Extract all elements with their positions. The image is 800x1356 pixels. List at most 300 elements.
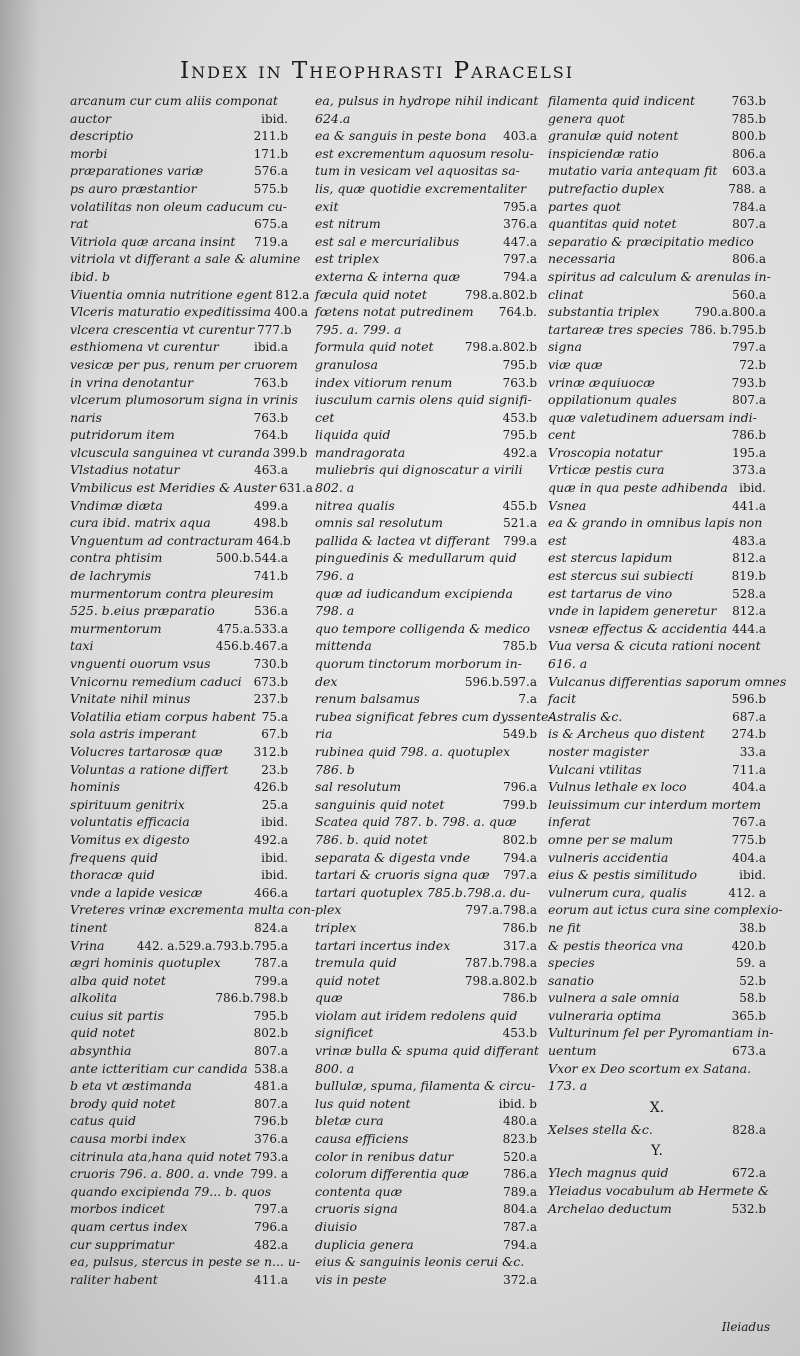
index-entry-reference: 819.b: [731, 569, 766, 584]
index-entry-reference: 631.a: [279, 481, 313, 496]
index-entry-term: Vreteres vrinæ excrementa multa con-: [70, 902, 316, 918]
index-entry-reference: 764.b: [253, 428, 288, 443]
index-entry-term: putridorum item: [70, 427, 175, 443]
index-entry-reference: 807.a: [254, 1096, 288, 1111]
index-entry: [70, 1183, 288, 1201]
index-entry: [548, 233, 766, 251]
index-entry: [315, 303, 537, 321]
index-entry: [315, 954, 537, 972]
index-entry-reference: 456.b.467.a: [215, 639, 288, 654]
index-entry-reference: 404.a: [732, 780, 766, 795]
index-entry-reference: 777.b: [257, 322, 292, 337]
index-entry-term: facit: [548, 691, 577, 707]
index-entry-term: Xelses stella &c.: [548, 1121, 653, 1137]
index-entry-term: ps auro præstantior: [70, 180, 197, 196]
index-entry-reference: 787.a: [254, 956, 288, 971]
index-entry-term: granulæ quid notent: [548, 128, 679, 144]
index-entry: [548, 884, 766, 902]
index-entry-term: vnguenti ouorum vsus: [70, 656, 211, 671]
index-entry-term: partes quot: [548, 198, 621, 214]
index-entry: [315, 127, 537, 145]
index-entry-term: tremula quid: [315, 955, 397, 971]
index-entry-reference: 372.a: [503, 1272, 537, 1287]
index-entry: [315, 778, 537, 796]
index-entry-term: rubea significat febres cum dyssente-: [315, 708, 553, 724]
index-entry-reference: 794.a: [503, 1237, 537, 1252]
index-entry: [315, 725, 537, 743]
index-entry-reference: 675.a: [254, 217, 288, 232]
index-entry: [548, 1077, 766, 1095]
index-entry-term: plex: [315, 902, 342, 918]
index-entry-reference: 730.b: [253, 657, 288, 671]
index-entry-reference: 426.b: [253, 780, 288, 795]
index-entry-reference: 802.b: [253, 1026, 288, 1041]
index-entry-reference: 536.a: [254, 604, 288, 619]
index-entry: [70, 356, 298, 374]
index-entry-reference: 442. a.529.a.793.b.795.a: [136, 938, 288, 953]
page-binding-shadow: [0, 0, 40, 1356]
index-entry-reference: 797.a: [254, 1202, 288, 1217]
index-entry-reference: 812.a: [275, 287, 310, 302]
index-entry: [315, 1253, 537, 1271]
index-entry-term: tum in vesicam vel aquositas sa-: [315, 163, 520, 179]
index-entry-reference: 764.b.: [498, 305, 537, 320]
index-entry: [548, 391, 766, 409]
index-entry: [70, 567, 288, 585]
index-entry: [70, 127, 288, 145]
index-entry-term: causa morbi index: [70, 1131, 187, 1147]
index-entry-term: & pestis theorica vna: [548, 937, 684, 953]
index-entry-term: frequens quid: [70, 849, 158, 865]
index-entry: [315, 761, 537, 779]
index-entry: [548, 972, 766, 990]
index-entry: [315, 1077, 537, 1095]
index-entry-reference: 798.a.802.b: [464, 973, 537, 988]
letter-section-heading: X.: [649, 1099, 665, 1116]
index-entry-reference: 463.a: [254, 463, 288, 478]
index-entry-term: Vsnea: [548, 497, 587, 513]
index-entry-reference: ibid. b: [498, 1096, 537, 1111]
index-entry: [70, 198, 288, 216]
index-entry: [315, 655, 537, 673]
index-entry: [70, 602, 288, 620]
index-entry: [548, 602, 766, 620]
index-entry-term: leuissimum cur interdum mortem: [548, 796, 761, 812]
index-entry-term: morbi: [70, 145, 108, 161]
index-entry-term: contra phtisim: [70, 550, 163, 566]
index-entry-term: Vndimæ diæta: [70, 497, 163, 513]
index-entry-reference: 312.b: [253, 744, 288, 759]
index-entry-reference: 775.b: [731, 832, 766, 847]
index-entry-reference: 793.b: [731, 375, 766, 390]
index-entry-term: formula quid notet: [315, 339, 434, 355]
index-entry-term: inferat: [548, 814, 591, 830]
index-entry-term: Volatilia etiam corpus habent: [70, 708, 256, 724]
index-entry-term: putrefactio duplex: [548, 180, 665, 196]
index-entry: [70, 162, 288, 180]
index-entry: [315, 1024, 537, 1042]
index-entry-term: Vrina: [70, 937, 105, 953]
index-entry: [315, 356, 537, 374]
index-entry: [315, 479, 537, 497]
index-entry: [315, 1007, 537, 1025]
index-entry: [70, 690, 288, 708]
index-entry: [70, 321, 292, 339]
index-entry: [315, 409, 537, 427]
index-entry: [70, 1236, 288, 1254]
index-entry-term: est stercus lapidum: [548, 550, 673, 566]
index-entry: [70, 655, 288, 673]
index-entry-term: Vulturinum fel per Pyromantiam in-: [548, 1025, 774, 1041]
index-entry-term: omnis sal resolutum: [315, 515, 443, 531]
index-entry: [548, 813, 766, 831]
index-entry: [70, 180, 288, 198]
index-entry: [315, 901, 537, 919]
index-entry: [315, 514, 537, 532]
index-entry: [70, 1165, 288, 1183]
index-entry: [315, 919, 537, 937]
index-entry-reference: 799.a: [254, 973, 288, 988]
index-column-1: [70, 92, 316, 1288]
index-entry-term: Vmbilicus est Meridies & Auster: [70, 480, 277, 496]
index-entry: [70, 972, 288, 990]
index-entry-term: sanguinis quid notet: [315, 796, 445, 812]
index-entry-term: vis in peste: [315, 1271, 387, 1287]
index-entry-term: cet: [315, 409, 335, 425]
index-entry-term: sanatio: [548, 972, 594, 988]
index-entry: [315, 110, 537, 128]
index-entry-reference: 211.b: [253, 129, 288, 144]
index-entry: [548, 479, 766, 497]
index-entry-term: Volucres tartarosæ quæ: [70, 743, 223, 759]
index-entry-reference: 786.b.798.b: [215, 991, 288, 1006]
index-entry-reference: 475.a.533.a: [216, 621, 288, 636]
index-entry: [70, 1218, 288, 1236]
index-entry: [70, 110, 288, 128]
index-entry: [548, 409, 766, 427]
index-entry-reference: 404.a: [732, 850, 766, 865]
index-entry: [548, 1200, 766, 1218]
index-entry-reference: 520.a: [503, 1149, 537, 1164]
index-entry-reference: 453.b: [502, 410, 537, 425]
index-entry-reference: 365.b: [731, 1008, 766, 1023]
index-entry-reference: 787.a: [503, 1220, 537, 1234]
index-entry-term: ea & sanguis in peste bona: [315, 128, 487, 144]
index-entry-term: vlcerum plumosorum signa in vrinis: [70, 392, 298, 408]
index-entry-reference: 447.a: [503, 234, 537, 249]
index-entry-reference: ibid.: [739, 481, 766, 496]
index-entry: [548, 954, 766, 972]
index-entry-term: Ylech magnus quid: [548, 1165, 669, 1181]
index-entry-term: citrinula ata,hana quid notet: [70, 1148, 252, 1164]
index-entry-term: thoracæ quid: [70, 867, 155, 883]
index-entry-reference: 453.b: [502, 1026, 537, 1041]
index-entry-term: vulneraria optima: [548, 1007, 662, 1023]
index-entry: [70, 1200, 288, 1218]
index-entry-reference: 376.a: [254, 1132, 288, 1147]
index-entry-reference: 823.b: [502, 1132, 537, 1147]
index-entry-reference: 52.b: [739, 973, 766, 988]
index-entry-reference: 797.a: [503, 868, 537, 883]
index-entry-term: bletæ cura: [315, 1113, 384, 1129]
index-entry-term: causa efficiens: [315, 1131, 409, 1147]
index-entry-term: vnde a lapide vesicæ: [70, 884, 203, 900]
index-entry-reference: 828.a: [732, 1122, 766, 1137]
index-entry-reference: 481.a: [254, 1079, 288, 1094]
index-entry-term: absynthia: [70, 1043, 132, 1059]
index-entry: [548, 708, 766, 726]
index-entry: [315, 1236, 537, 1254]
index-entry: [548, 743, 766, 761]
index-entry: [70, 215, 288, 233]
index-entry-term: Vulcani vtilitas: [548, 761, 642, 777]
index-entry-reference: 23.b: [261, 762, 288, 777]
index-entry-term: naris: [70, 409, 102, 425]
index-entry-term: hominis: [70, 779, 120, 795]
index-entry-term: murmentorum: [70, 620, 162, 636]
index-entry-reference: 412. a: [728, 885, 766, 900]
index-entry: [548, 725, 766, 743]
index-entry-term: Vxor ex Deo scortum ex Satana.: [548, 1060, 752, 1076]
index-entry-term: est triplex: [315, 251, 380, 267]
index-entry-term: 802. a: [315, 480, 355, 496]
index-entry-term: 800. a: [315, 1060, 355, 1076]
index-entry-term: vulnera a sale omnia: [548, 990, 680, 1006]
index-entry: [548, 1007, 766, 1025]
index-entry-term: Vulcanus differentias saporum omnes: [548, 673, 787, 689]
index-entry-term: Vnicornu remedium caduci: [70, 673, 242, 689]
index-entry-term: violam aut iridem redolens quid: [315, 1007, 518, 1023]
index-entry-reference: 786.b: [502, 991, 537, 1006]
index-entry-reference: 799.a: [503, 533, 537, 548]
index-entry: [315, 813, 537, 831]
index-entry-reference: ibid.: [261, 850, 288, 865]
index-entry-reference: 824.a: [254, 920, 288, 935]
index-entry-term: est tartarus de vino: [548, 585, 673, 601]
index-entry: [315, 215, 537, 233]
index-entry-term: pallida & lactea vt differant: [315, 532, 491, 548]
index-entry-term: ea & grando in omnibus lapis non: [548, 515, 763, 531]
index-entry: [315, 198, 537, 216]
index-entry-term: eius & pestis similitudo: [548, 867, 698, 883]
index-entry-reference: 482.a: [254, 1237, 288, 1252]
index-entry-reference: 802.b: [502, 832, 537, 847]
index-entry-reference: 673.b: [253, 674, 288, 689]
index-entry-reference: 763.b: [502, 375, 537, 390]
index-entry: [315, 866, 537, 884]
index-entry: [548, 92, 766, 110]
index-entry: [315, 145, 537, 163]
index-entry-reference: 785.b: [731, 111, 766, 126]
index-entry: [548, 1060, 766, 1078]
index-entry: [315, 1218, 537, 1236]
index-entry-reference: ibid.: [739, 868, 766, 883]
index-entry-term: est nitrum: [315, 216, 381, 232]
index-entry-reference: 795.b: [502, 428, 537, 443]
index-entry-term: cur supprimatur: [70, 1236, 174, 1252]
index-entry-reference: 800.b: [731, 129, 766, 144]
index-entry-term: ea, pulsus, stercus in peste se n... u-: [70, 1254, 301, 1270]
index-entry-reference: 807.a: [732, 217, 766, 232]
index-entry: [315, 602, 537, 620]
index-entry-reference: 797.a: [732, 340, 766, 355]
index-entry-reference: 58.b: [739, 991, 766, 1006]
index-entry: [70, 743, 288, 761]
index-entry-term: Vlceris maturatio expeditissima: [70, 304, 272, 320]
index-entry-reference: 603.a: [732, 164, 766, 179]
index-entry-term: 795. a. 799. a: [315, 321, 402, 337]
index-entry-reference: 403.a: [503, 129, 537, 144]
index-entry-reference: 687.a: [732, 709, 766, 724]
index-entry-reference: 812.a: [732, 551, 766, 566]
index-entry: [315, 1148, 537, 1166]
index-entry-reference: 806.a: [732, 252, 766, 267]
index-entry-term: rat: [70, 216, 89, 232]
index-entry-term: signa: [548, 339, 582, 355]
index-entry-reference: 741.b: [253, 569, 288, 584]
index-entry: [70, 391, 298, 409]
index-entry-term: vlcera crescentia vt curentur: [70, 321, 255, 337]
index-entry-term: Archelao deductum: [548, 1200, 672, 1216]
index-entry: [315, 937, 537, 955]
index-entry-term: quid notet: [70, 1025, 136, 1041]
index-entry: [315, 1112, 537, 1130]
index-entry: [70, 374, 288, 392]
index-entry: [548, 549, 766, 567]
index-entry-reference: 804.a: [503, 1202, 537, 1217]
index-entry: [315, 338, 537, 356]
index-entry: [315, 1042, 537, 1060]
running-head: Index in Theophrasti Paracelsi: [180, 58, 575, 84]
index-entry: [315, 831, 537, 849]
index-entry: [548, 180, 766, 198]
index-entry: [548, 989, 766, 1007]
index-entry-term: quo tempore colligenda & medico: [315, 620, 530, 636]
index-entry-term: vulneris accidentia: [548, 849, 669, 865]
index-entry: [70, 849, 288, 867]
index-entry-term: descriptio: [70, 128, 134, 144]
index-entry: [70, 250, 301, 268]
index-entry: [315, 461, 537, 479]
index-entry-term: quid notet: [315, 972, 381, 988]
index-entry-term: eorum aut ictus cura sine complexio-: [548, 902, 783, 918]
index-entry-term: ne fit: [548, 919, 581, 935]
index-entry-term: Scatea quid 787. b. 798. a. quæ: [315, 814, 517, 830]
index-entry-reference: 492.a: [254, 832, 288, 847]
index-entry-term: nitrea qualis: [315, 497, 395, 513]
index-entry: [315, 286, 537, 304]
index-entry-reference: 763.b: [253, 410, 288, 425]
index-entry-term: viæ quæ: [548, 356, 603, 372]
index-entry-term: b eta vt æstimanda: [70, 1078, 192, 1094]
index-entry-reference: 807.a: [254, 1044, 288, 1059]
index-entry-term: est sal e mercurialibus: [315, 233, 460, 249]
index-entry: [70, 549, 288, 567]
index-entry-term: tartareæ tres species: [548, 321, 684, 337]
index-entry: [315, 708, 553, 726]
index-entry-term: diuisio: [315, 1219, 357, 1234]
index-entry: [315, 444, 537, 462]
index-entry-term: uentum: [548, 1043, 597, 1059]
index-entry-reference: 317.a: [503, 938, 537, 953]
index-entry: [548, 866, 766, 884]
index-entry-term: fæcula quid notet: [315, 286, 427, 302]
index-entry-term: tartari incertus index: [315, 937, 451, 953]
index-entry: [315, 637, 537, 655]
index-entry: [70, 901, 316, 919]
index-entry-term: lis, quæ quotidie excrementaliter: [315, 180, 527, 196]
index-entry-term: oppilationum quales: [548, 392, 677, 408]
index-entry-term: quæ: [315, 990, 343, 1006]
index-entry-term: vrinæ bulla & spuma quid differant: [315, 1043, 539, 1059]
index-entry-term: quæ in qua peste adhibenda: [548, 480, 728, 496]
index-entry-reference: 72.b: [739, 357, 766, 372]
index-entry: [548, 198, 766, 216]
index-entry-term: in vrina denotantur: [70, 374, 194, 390]
index-entry-term: fœtens notat putredinem: [315, 304, 474, 320]
index-entry-term: necessaria: [548, 251, 616, 267]
index-entry-reference: 411.a: [254, 1272, 288, 1287]
index-entry: [70, 514, 288, 532]
index-entry-term: raliter habent: [70, 1271, 158, 1287]
index-entry: [70, 532, 291, 550]
index-entry-term: cuius sit partis: [70, 1007, 164, 1023]
index-entry: [548, 620, 766, 638]
index-entry-reference: 38.b: [739, 920, 766, 935]
index-entry-reference: 763.b: [731, 94, 766, 108]
index-entry: [70, 268, 288, 286]
index-entry-term: Yleiadus vocabulum ab Hermete &: [548, 1183, 769, 1199]
index-entry-reference: 767.a: [732, 815, 766, 830]
index-entry: [548, 286, 766, 304]
index-entry: [548, 1024, 774, 1042]
index-entry-term: alkolita: [70, 990, 118, 1006]
index-entry-reference: 807.a: [732, 393, 766, 408]
index-entry-reference: 274.b: [731, 727, 766, 742]
index-entry-reference: 672.a: [732, 1166, 766, 1181]
index-entry-term: exit: [315, 198, 339, 214]
index-entry-term: voluntatis efficacia: [70, 814, 190, 830]
index-entry: [70, 1060, 288, 1078]
index-entry: [70, 444, 308, 462]
index-entry: [70, 409, 288, 427]
index-entry: [70, 1007, 288, 1025]
index-entry: [70, 725, 288, 743]
index-entry-reference: 576.a: [254, 164, 288, 179]
index-entry-reference: 498.b: [253, 516, 288, 531]
index-entry: [548, 1121, 766, 1139]
index-entry-term: mutatio varia antequam fit: [548, 163, 718, 179]
index-entry: [315, 1200, 537, 1218]
index-entry-reference: 441.a: [732, 498, 766, 513]
index-entry: [70, 145, 288, 163]
index-entry-term: triplex: [315, 919, 357, 935]
index-entry: [548, 268, 771, 286]
index-entry: [70, 620, 288, 638]
index-entry-reference: 464.b: [256, 533, 291, 548]
index-entry-reference: 483.a: [732, 533, 766, 548]
index-entry-term: pinguedinis & medullarum quid: [315, 550, 517, 566]
index-entry-reference: 786.a: [503, 1167, 537, 1182]
index-entry: [70, 1095, 288, 1113]
index-entry-term: sal resolutum: [315, 779, 402, 795]
index-entry: [70, 866, 288, 884]
index-entry: [70, 831, 288, 849]
index-entry-term: spirituum genitrix: [70, 796, 185, 812]
index-entry-term: tartari quotuplex 785.b.798.a. du-: [315, 884, 531, 900]
index-entry-term: significet: [315, 1025, 374, 1041]
index-entry: [548, 919, 766, 937]
